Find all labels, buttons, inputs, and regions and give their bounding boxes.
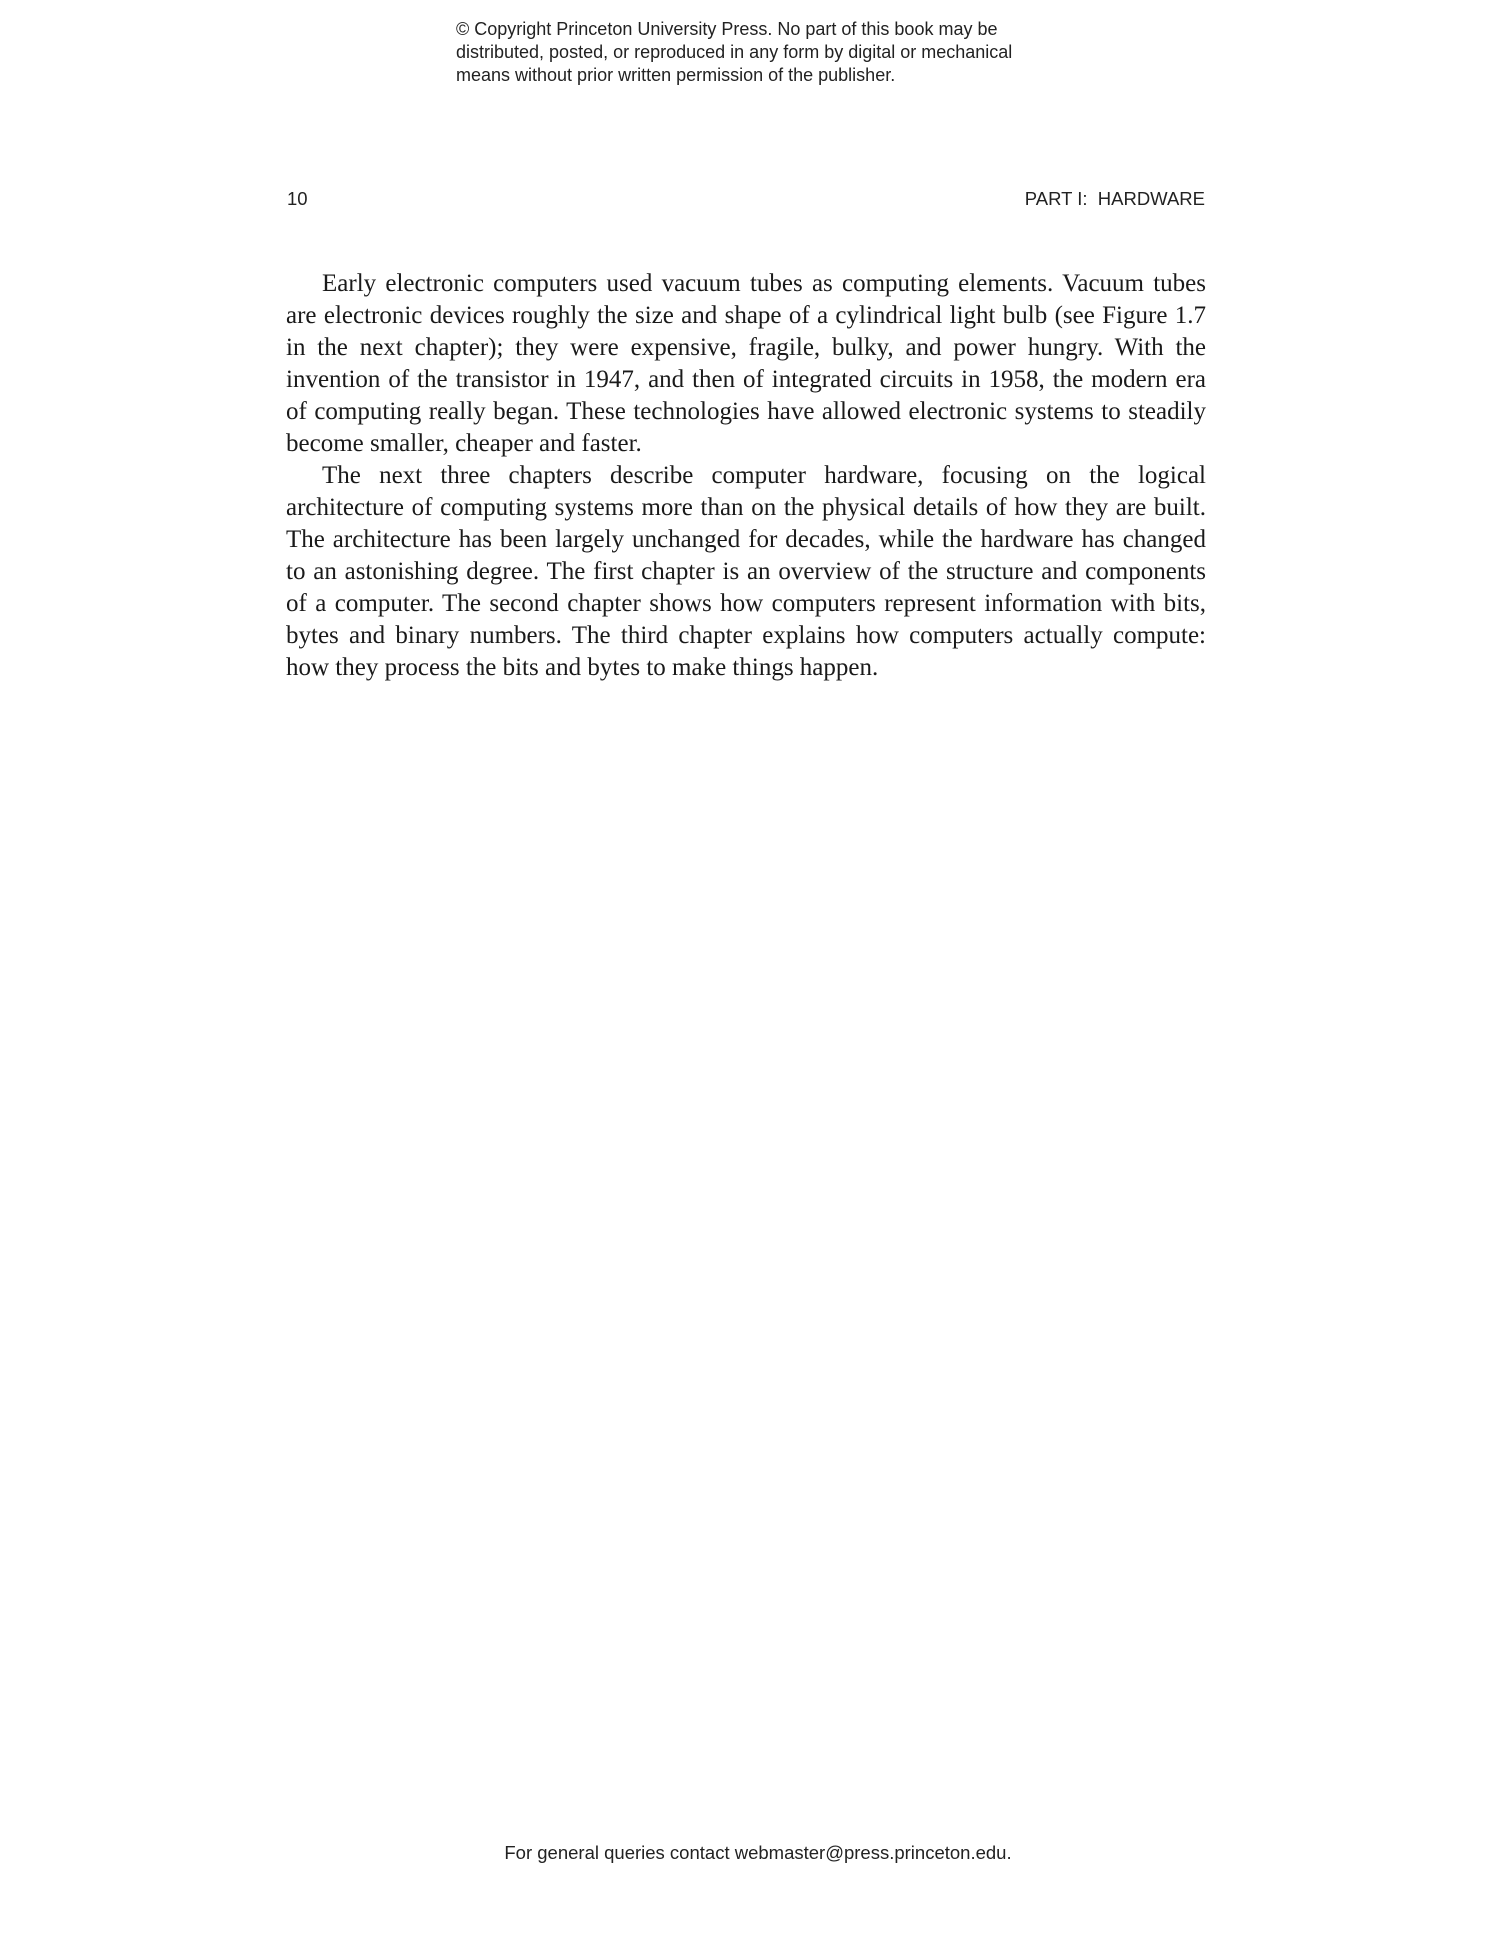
paragraph: The next three chapters describe computer hardware, focusing on the logical architecture of computing systems more than on the physical details of how they are built. The architecture has been largely unchanged for decades, while the hardware has changed to an astonishing degree. The first chapter is an overview of the structure and components of a computer. The second chapter shows how computers represent information with bits, bytes and binary numbers. The third chapter explains how computers actually compute: how they process the bits and bytes to make things happen.	[286, 462, 1206, 681]
body-text	[286, 268, 1206, 684]
footer-contact	[0, 1842, 1500, 1864]
page-number: 10	[287, 188, 308, 209]
paragraph: Early electronic computers used vacuum tubes as computing elements. Vacuum tubes are electronic devices roughly the size and shape of a cylindrical light bulb (see Figure 1.7 in the next chapter); they were expensive, fragile, bulky, and power hungry. With the invention of the transistor in 1947, and then of integrated circuits in 1958, the modern era of computing really began. These technologies have allowed electronic systems to steadily become smaller, cheaper and faster.	[286, 270, 1206, 457]
copyright-line: distributed, posted, or reproduced in any form by digital or mechanical	[456, 42, 1013, 62]
footer-text: For general queries contact webmaster@press.princeton.edu.	[504, 1842, 1012, 1863]
section-title: PART I: HARDWARE	[1024, 188, 1205, 209]
copyright-notice	[456, 18, 1096, 87]
copyright-line: means without prior written permission of the publisher.	[456, 65, 896, 85]
copyright-line: © Copyright Princeton University Press. No part of this book may be	[456, 19, 998, 39]
running-head	[287, 188, 1205, 210]
